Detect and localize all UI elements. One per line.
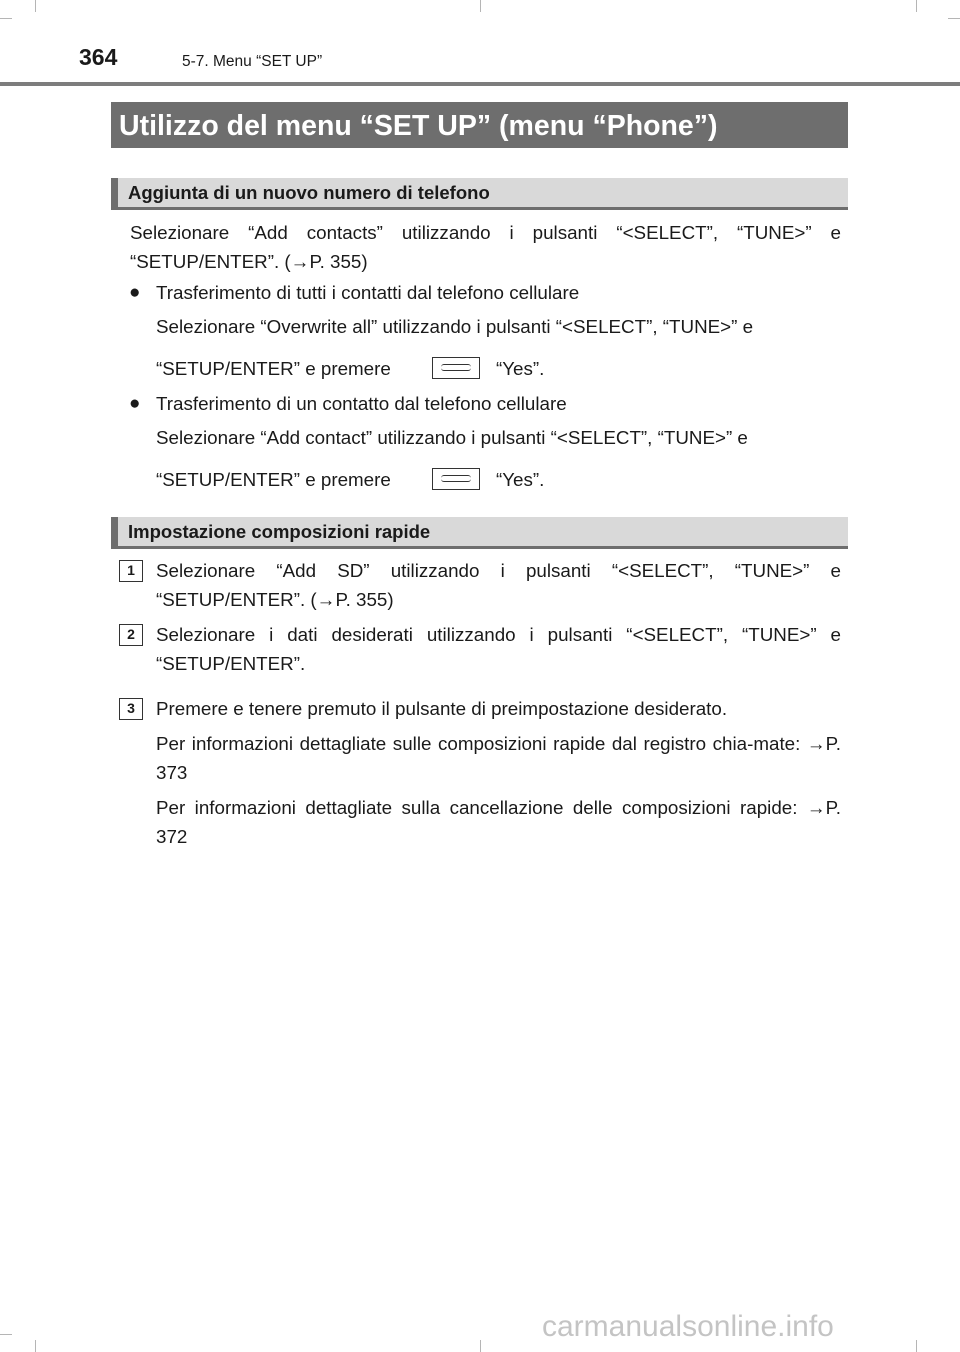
bullet-action-transfer-one: “SETUP/ENTER” e premere (156, 469, 391, 490)
step-text: Selezionare “Add SD” utilizzando i pulsanti “<SELECT”, “TUNE>” e “SETUP/ENTER”. (→P. 355) (156, 560, 841, 610)
crop-mark (0, 18, 12, 19)
crop-mark (916, 0, 917, 12)
bullet-title-transfer-all: Trasferimento di tutti i contatti dal telefono cellulare (156, 282, 580, 303)
filled-circle-bullet-icon: ● (129, 393, 141, 414)
crop-mark (0, 1334, 12, 1335)
section-reference: 5-7. Menu “SET UP” (182, 53, 323, 70)
step-text: Selezionare i dati desiderati utilizzando i pulsanti “<SELECT”, “TUNE>” e “SETUP/ENTER”. (156, 624, 841, 674)
add-contacts-instruction: Selezionare “Add contacts” utilizzando i pulsanti “<SELECT”, “TUNE>” e “SETUP/ENTER”. (→P. 355) (130, 222, 841, 272)
bullet-action-yes: “Yes”. (496, 358, 545, 379)
step-text: Premere e tenere premuto il pulsante di preimpostazione desiderato. (156, 698, 728, 719)
step-number-badge: 3 (119, 698, 143, 720)
step-number-badge: 2 (119, 624, 143, 646)
step-number-badge: 1 (119, 560, 143, 582)
crop-mark (916, 1340, 917, 1352)
bullet-body-transfer-all: Selezionare “Overwrite all” utilizzando i pulsanti “<SELECT”, “TUNE>” e (156, 316, 754, 337)
page-title: Utilizzo del menu “SET UP” (menu “Phone”) (111, 102, 848, 148)
section-heading-add-number: Aggiunta di un nuovo numero di telefono (111, 178, 848, 210)
hang-up-button-icon (432, 468, 480, 490)
crop-mark (480, 1340, 481, 1352)
crop-mark (35, 0, 36, 12)
speed-dial-history-note: Per informazioni dettagliate sulle composizioni rapide dal registro chia-mate: →P. 373 (156, 733, 841, 783)
page-number: 364 (79, 44, 118, 70)
bullet-title-transfer-one: Trasferimento di un contatto dal telefono cellulare (156, 393, 567, 414)
header-rule (0, 82, 960, 86)
crop-mark (948, 18, 960, 19)
watermark: carmanualsonline.info (542, 1310, 834, 1343)
section-heading-speed-dial: Impostazione composizioni rapide (111, 517, 848, 549)
bullet-body-transfer-one: Selezionare “Add contact” utilizzando i pulsanti “<SELECT”, “TUNE>” e (156, 427, 748, 448)
bullet-action-transfer-all: “SETUP/ENTER” e premere (156, 358, 391, 379)
hang-up-button-icon (432, 357, 480, 379)
crop-mark (35, 1340, 36, 1352)
speed-dial-delete-note: Per informazioni dettagliate sulla cancellazione delle composizioni rapide: →P. 372 (156, 797, 841, 847)
bullet-action-yes: “Yes”. (496, 469, 545, 490)
filled-circle-bullet-icon: ● (129, 282, 141, 303)
crop-mark (480, 0, 481, 12)
